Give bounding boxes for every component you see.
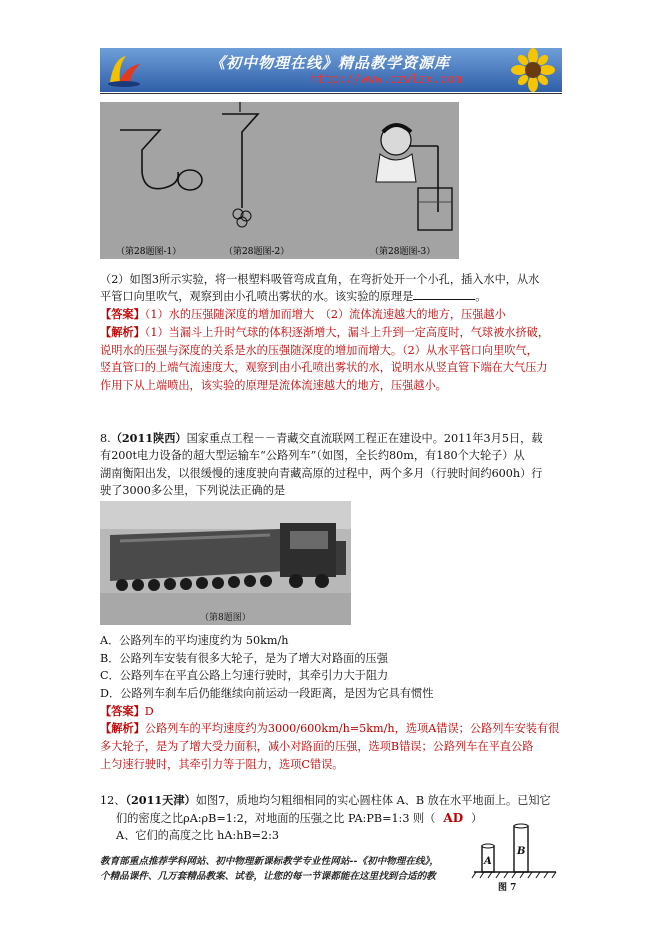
q8-analysis-line2: 多大轮子，是为了增大受力面积，减小对路面的压强，选项B错误；公路列车在平直公路: [100, 740, 534, 753]
q8-option-c: C．公路列车在平直公路上匀速行驶时，其牵引力大于阻力: [100, 669, 389, 682]
q8-answer-text: D: [144, 705, 154, 718]
analysis-tag: 【解析】: [100, 721, 145, 735]
header-banner: [100, 48, 562, 92]
q28-part2-line1: （2）如图3所示实验，将一根塑料吸管弯成直角，在弯折处开一个小孔，插入水中，从水: [100, 273, 540, 286]
figure-7-label-b: B: [517, 846, 526, 857]
q12-option-a: A、它们的高度之比 hA:hB=2:3: [116, 829, 279, 842]
header-title: 《初中物理在线》精品教学资源库: [210, 54, 451, 72]
footer-line2: 个精品课件、几万套精品教案、试卷，让您的每一节课都能在这里找到合适的教: [100, 871, 436, 882]
q12-text-1: 如图7，质地均匀粗细相同的实心圆柱体 A、B 放在水平地面上。已知它: [195, 794, 551, 807]
q28-part2-text: 平管口向里吹气，观察到由小孔喷出雾状的水。该实验的原理是: [100, 290, 414, 303]
q12-number: 12、: [100, 794, 126, 807]
q8-analysis-text-1: 公路列车的平均速度约为3000/600km/h=5km/h，选项A错误；公路列车安装有很: [144, 722, 560, 735]
answer-tag: 【答案】: [100, 307, 145, 321]
q28-analysis-line3: 竖直管口的上端气流速度大，观察到由小孔喷出雾状的水，说明水从竖直管下端在大气压力: [100, 361, 548, 374]
figure-8-drawing: [100, 501, 351, 625]
answer-blank: [413, 289, 475, 300]
q8-option-d: D．公路列车刹车后仍能继续向前运动一段距离，是因为它具有惯性: [100, 687, 434, 700]
q8-number: 8.: [100, 432, 111, 445]
q8-answer: [100, 703, 154, 721]
figure-8: [100, 501, 351, 625]
site-logo-icon: [104, 52, 144, 88]
q28-part2-line2: [100, 288, 486, 306]
figure-28-caption-1: （第28题图-1）: [116, 247, 182, 257]
q12-text-2-end: ）: [471, 812, 483, 825]
figure-28-caption-2: （第28题图-2）: [224, 247, 290, 257]
footer-line1: 教育部重点推荐学科网站、初中物理新课标教学专业性网站--《初中物理在线》，: [100, 856, 439, 867]
q8-line4: 驶了3000多公里，下列说法正确的是: [100, 484, 286, 497]
header-url[interactable]: http://www.czwlzx.com: [310, 72, 462, 86]
analysis-tag: 【解析】: [100, 325, 145, 339]
figure-7-drawing: [470, 822, 560, 894]
answer-tag: 【答案】: [100, 704, 145, 718]
q8-option-a: A．公路列车的平均速度约为 50km/h: [100, 634, 289, 647]
q8-source: （2011陕西）: [110, 431, 187, 445]
q8-option-b: B．公路列车安装有很多大轮子，是为了增大对路面的压强: [100, 652, 388, 665]
figure-28-caption-3: （第28题图-3）: [370, 247, 436, 257]
q8-analysis-line3: 上匀速行驶时，其牵引力等于阻力，选项C错误。: [100, 758, 344, 771]
q8-line1: [100, 430, 543, 448]
q28-analysis-line1: [100, 324, 549, 342]
footer: [100, 854, 450, 884]
figure-8-caption: （第8题图）: [200, 613, 251, 623]
q8-text-1: 国家重点工程－－青藏交直流联网工程正在建设中。2011年3月5日，载: [186, 432, 543, 445]
q28-answer-text: （1）水的压强随深度的增加而增大 （2）流体流速越大的地方，压强越小: [144, 308, 506, 321]
sunflower-icon: [510, 48, 556, 92]
header-rule: [100, 93, 562, 94]
q8-line3: 湖南衡阳出发，以很缓慢的速度驶向青藏高原的过程中，两个多月（行驶时间约600h）行: [100, 467, 543, 480]
q12-text-2: 们的密度之比ρA:ρB=1:2，对地面的压强之比 PA:PB=1:3 则（: [116, 812, 436, 825]
q28-answer: [100, 306, 506, 324]
q28-analysis-line4: 作用下从上端喷出，该实验的原理是流体流速越大的地方，压强越小。: [100, 379, 447, 392]
q12-line1: [100, 792, 551, 810]
figure-7-label-a: A: [484, 856, 492, 867]
q28-part2-end: 。: [475, 290, 487, 303]
q12-source: （2011天津）: [125, 793, 196, 807]
figure-28-drawing: [100, 102, 459, 259]
q28-analysis-text-1: （1）当漏斗上升时气球的体积逐渐增大，漏斗上升到一定高度时，气球被水挤破，: [144, 326, 550, 339]
figure-28: [100, 102, 459, 259]
figure-7-caption: 图 7: [498, 883, 517, 893]
q28-analysis-line2: 说明水的压强与深度的关系是水的压强随深度的增加而增大。（2）从水平管口向里吹气，: [100, 344, 538, 357]
q8-line2: 有200t电力设备的超大型运输车“公路列车”（如图，全长约80m，有180个大轮子）从: [100, 449, 525, 462]
q12-answer: AD: [443, 811, 464, 825]
figure-7: [470, 822, 560, 894]
q8-analysis-line1: [100, 720, 559, 738]
q12-line2: [116, 810, 482, 828]
